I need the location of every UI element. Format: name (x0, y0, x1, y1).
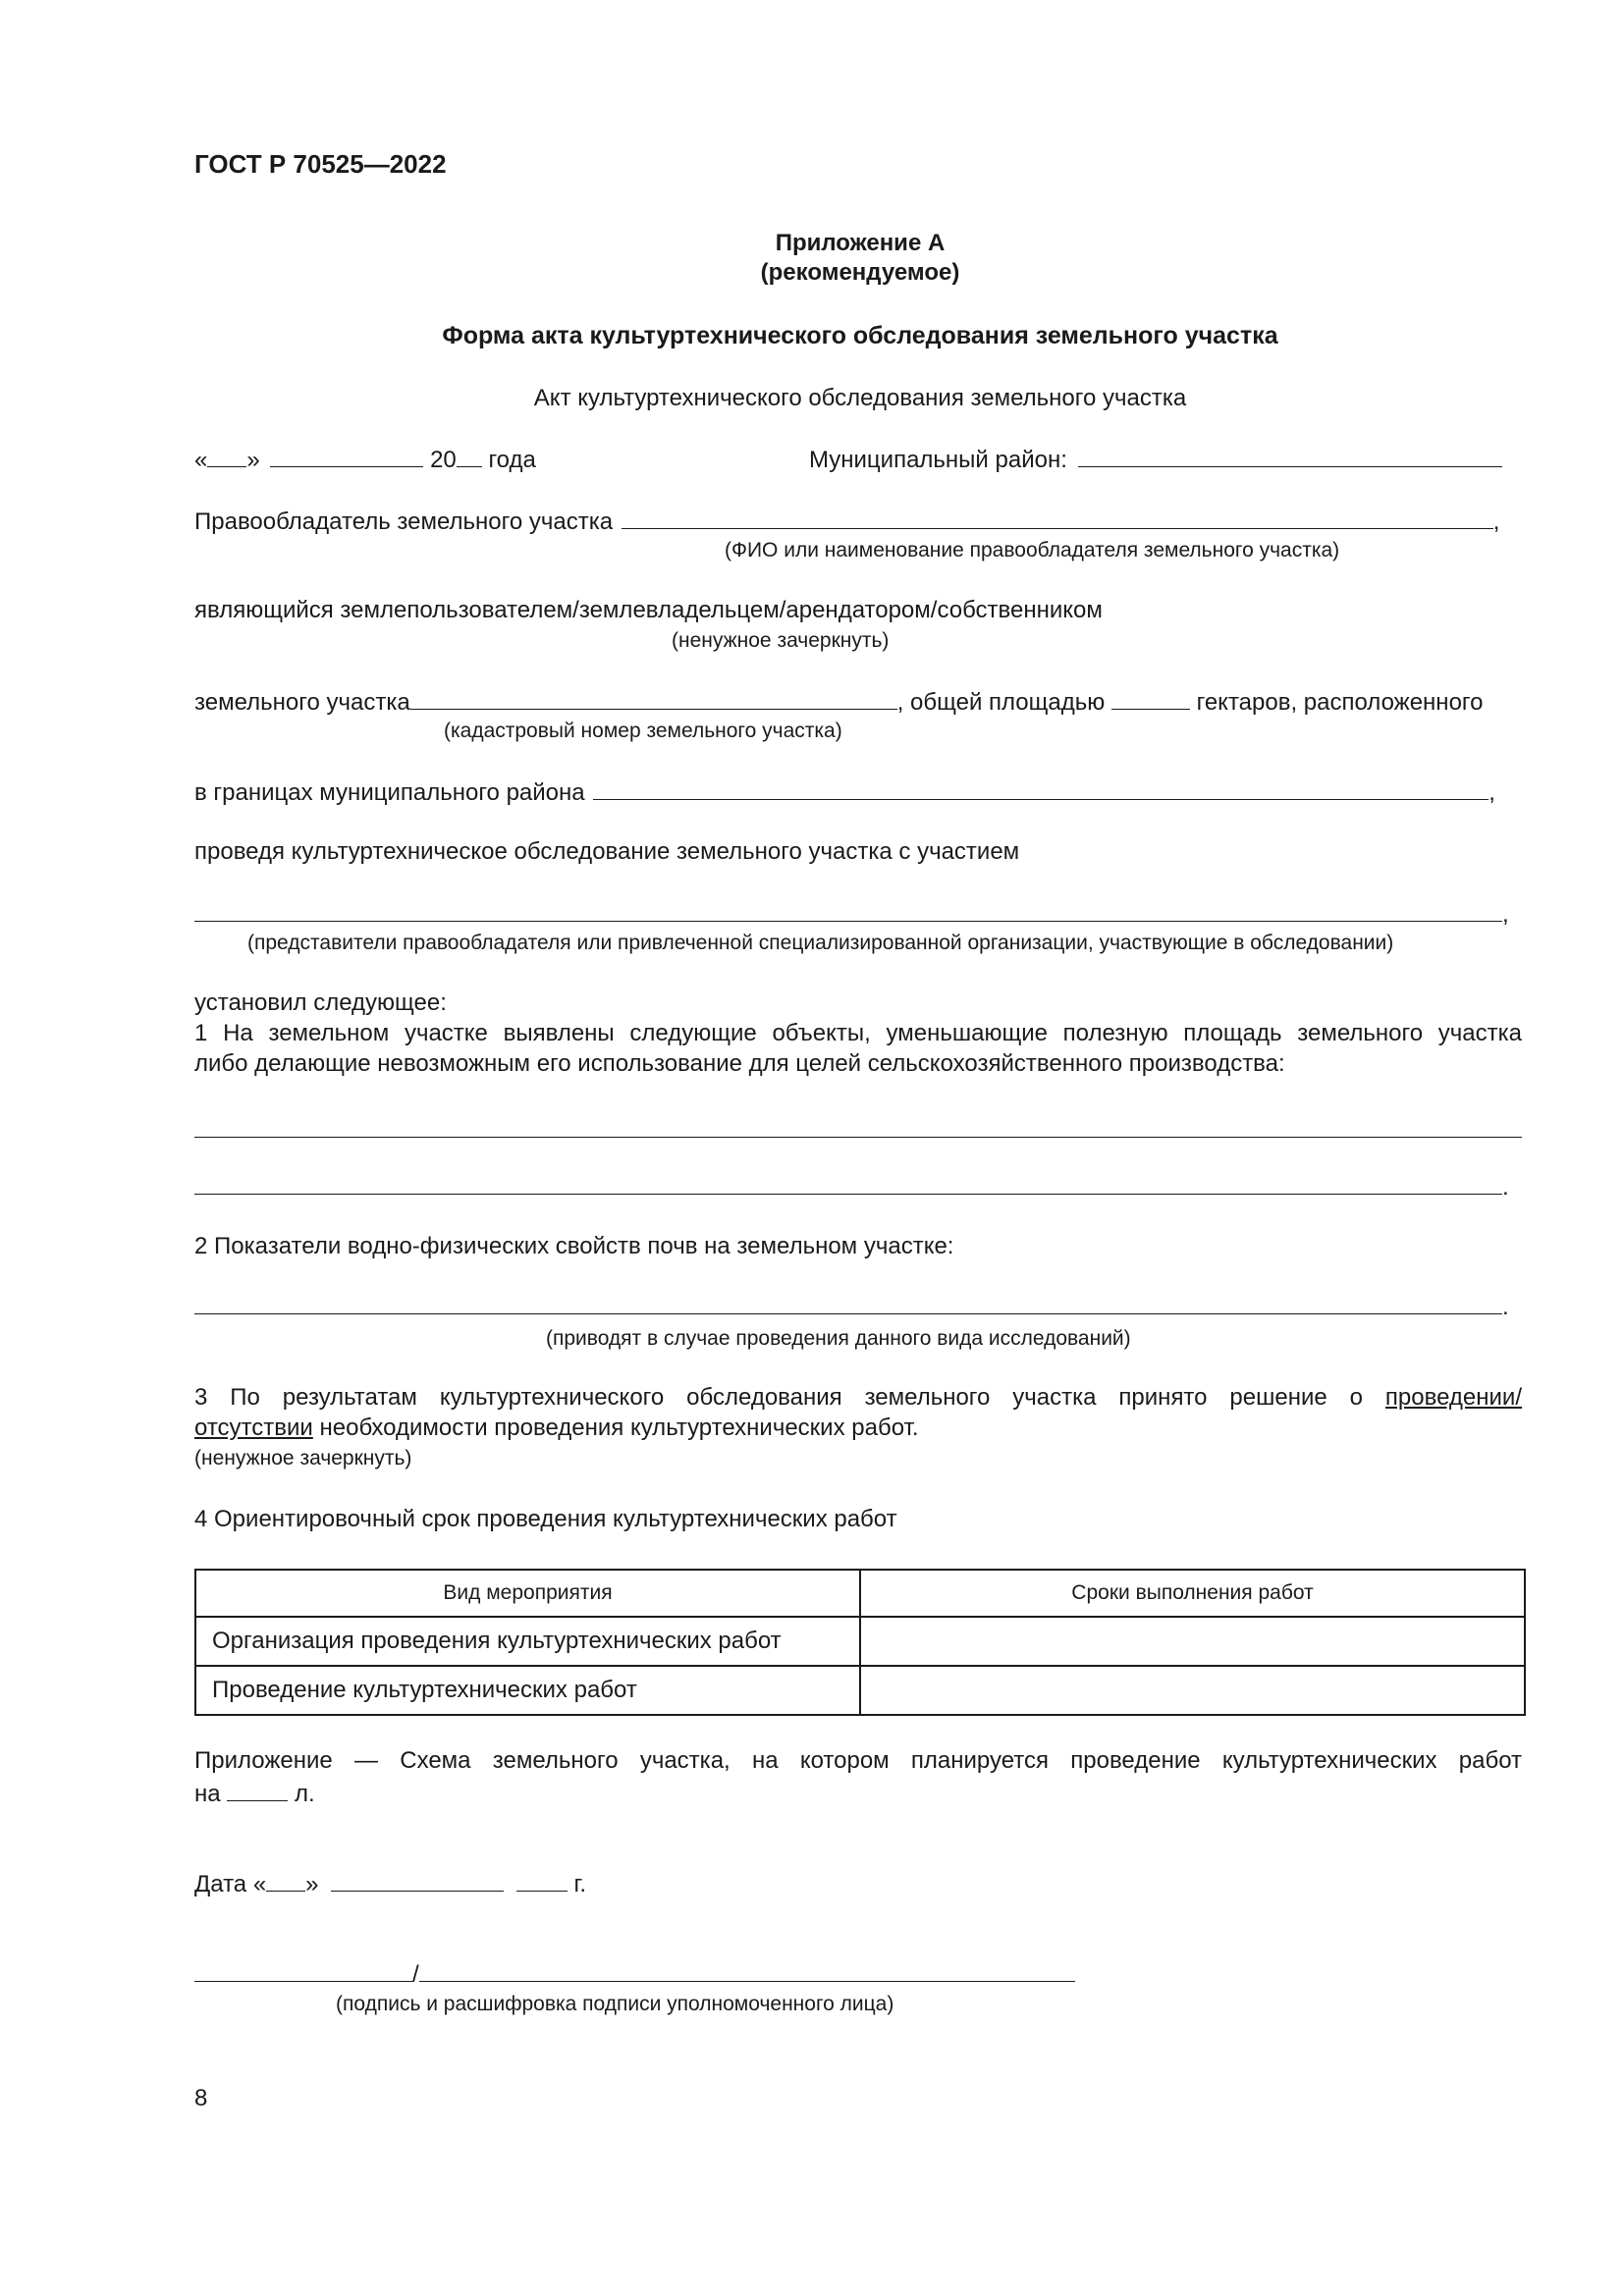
item3-line2 (194, 1415, 919, 1442)
owner-line: Правообладатель земельного участка , (194, 508, 1500, 535)
signature-line (194, 1959, 1075, 1989)
area-prefix: , общей площадью (896, 689, 1106, 716)
item3-rest: необходимости проведения культуртехнических работ. (319, 1415, 919, 1441)
cadastral-blank[interactable] (410, 687, 897, 710)
act-title: Акт культуртехнического обследования земельного участка (533, 385, 1187, 411)
year-suffix: года (488, 447, 536, 473)
footer-date-line (194, 1869, 586, 1898)
sheets-blank[interactable] (227, 1779, 288, 1801)
bounds-blank[interactable] (593, 777, 1489, 800)
item2-text: 2 Показатели водно-физических свойств почв на земельном участке: (194, 1233, 954, 1259)
being-hint: (ненужное зачеркнуть) (672, 629, 890, 652)
year-prefix: 20 (430, 447, 457, 473)
page-number: 8 (194, 2085, 208, 2111)
item1-line2: либо делающие невозможным его использование для целей сельскохозяйственного производства: (194, 1050, 1285, 1077)
item1-blank-1[interactable] (194, 1137, 1522, 1138)
document-header: ГОСТ Р 70525—2022 (194, 149, 447, 179)
participants-blank[interactable] (194, 899, 1502, 922)
parcel-label: земельного участка (194, 689, 410, 716)
signature-name-blank[interactable] (419, 1959, 1075, 1982)
footer-month-blank[interactable] (331, 1869, 504, 1892)
footer-year-suffix: г. (573, 1871, 587, 1897)
bounds-label: в границах муниципального района (194, 779, 585, 806)
survey-hint: (представители правообладателя или привлеченной специализированной организации, участвующие в обследовании) (247, 932, 1394, 954)
district-blank[interactable] (1078, 445, 1502, 467)
footer-year-blank[interactable] (516, 1869, 568, 1892)
signature-hint: (подпись и расшифровка подписи уполномоченного лица) (336, 1993, 894, 2015)
quote-open: « (194, 447, 208, 473)
footer-quote-close: » (305, 1871, 319, 1897)
attachment-line2 (194, 1779, 315, 1808)
item1-blank-2[interactable] (194, 1172, 1502, 1195)
act-date-line (194, 445, 536, 474)
appendix-status: (рекомендуемое) (760, 259, 960, 286)
bounds-line: в границах муниципального района , (194, 779, 1495, 806)
item3-prefix: 3 По результатам культуртехнического обследования земельного участка принято решение о (194, 1384, 1363, 1411)
area-blank[interactable] (1111, 687, 1190, 710)
survey-text: проведя культуртехническое обследование земельного участка с участием (194, 838, 1020, 865)
table-cell-deadline[interactable] (860, 1617, 1525, 1666)
item1-line1: 1 На земельном участке выявлены следующие объекты, уменьшающие полезную площадь земельного участка (194, 1020, 1522, 1046)
table-cell-deadline[interactable] (860, 1666, 1525, 1715)
appendix-title: Приложение А (775, 230, 946, 256)
attachment-suffix: л. (294, 1781, 315, 1807)
item2-hint: (приводят в случае проведения данного вида исследований) (546, 1327, 1131, 1350)
table-row (195, 1666, 1525, 1715)
owner-blank[interactable] (622, 507, 1493, 529)
parcel-line (194, 687, 1483, 717)
item3-option-conduct: проведении/ (1384, 1384, 1522, 1411)
findings-intro: установил следующее: (194, 989, 447, 1016)
district-label: Муниципальный район: (809, 447, 1067, 473)
survey-participants: , (194, 899, 1509, 929)
item2-blank-line: . (194, 1292, 1509, 1321)
day-blank[interactable] (207, 445, 246, 467)
form-title: Форма акта культуртехнического обследования земельного участка (442, 322, 1278, 349)
year-blank[interactable] (457, 445, 482, 467)
item1-blank-2-line: . (194, 1172, 1509, 1201)
attachment-line1: Приложение — Схема земельного участка, на котором планируется проведение культуртехнических работ (194, 1747, 1522, 1774)
item3-hint: (ненужное зачеркнуть) (194, 1447, 412, 1469)
schedule-table (194, 1569, 1526, 1716)
owner-hint: (ФИО или наименование правообладателя земельного участка) (725, 539, 1340, 561)
table-row (195, 1617, 1525, 1666)
being-text: являющийся землепользователем/землевладельцем/арендатором/собственником (194, 597, 1103, 623)
item3-line1 (194, 1384, 1522, 1412)
attachment-prefix: на (194, 1781, 221, 1807)
footer-date-label: Дата « (194, 1871, 267, 1897)
quote-close: » (246, 447, 260, 473)
owner-label: Правообладатель земельного участка (194, 508, 614, 535)
footer-day-blank[interactable] (266, 1869, 305, 1892)
table-header-deadlines: Сроки выполнения работ (860, 1570, 1525, 1617)
table-cell-activity: Организация проведения культуртехнических работ (195, 1617, 860, 1666)
item2-blank[interactable] (194, 1292, 1502, 1314)
month-blank[interactable] (270, 445, 423, 467)
signature-blank[interactable] (194, 1959, 412, 1982)
district-line (809, 445, 1502, 474)
area-suffix: гектаров, расположенного (1196, 689, 1484, 716)
item3-option-absence: отсутствии (194, 1415, 313, 1441)
table-header-activity: Вид мероприятия (195, 1570, 860, 1617)
item4-text: 4 Ориентировочный срок проведения культуртехнических работ (194, 1506, 897, 1532)
table-cell-activity: Проведение культуртехнических работ (195, 1666, 860, 1715)
parcel-hint: (кадастровый номер земельного участка) (444, 720, 842, 742)
signature-separator: / (412, 1961, 419, 1988)
table-header-row (195, 1570, 1525, 1617)
